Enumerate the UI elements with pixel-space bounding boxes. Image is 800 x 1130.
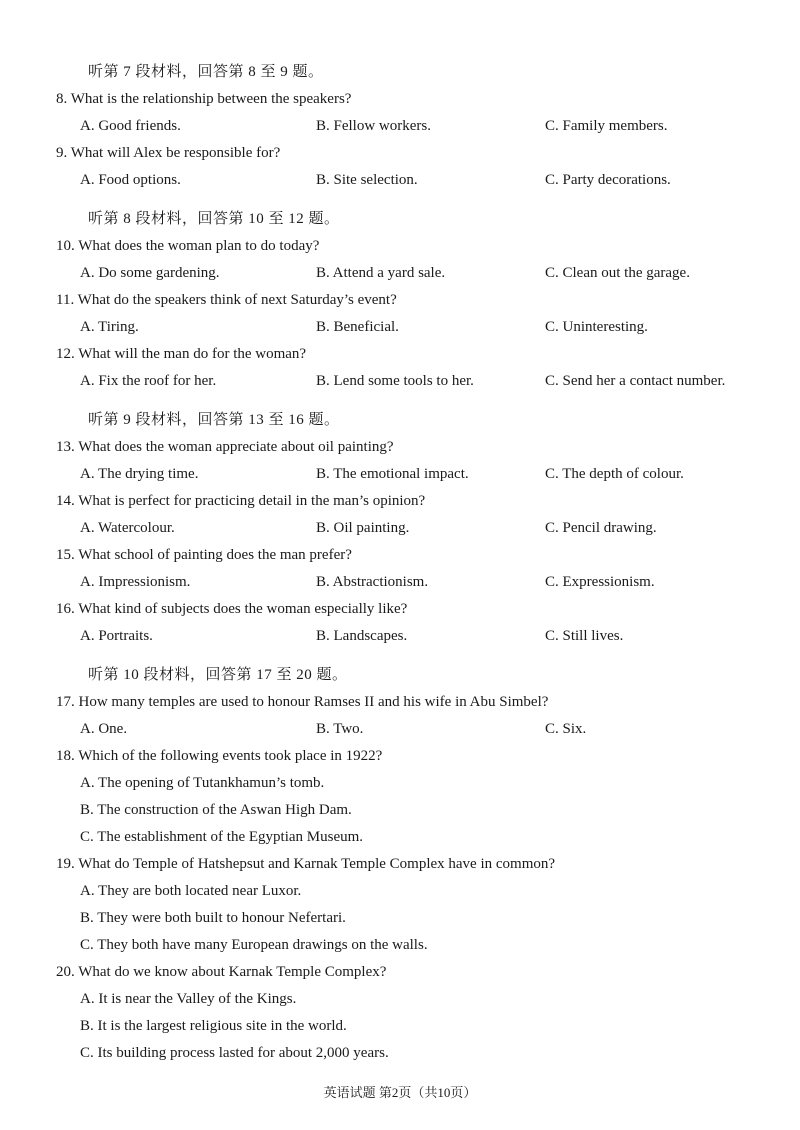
q12-option-c: C. Send her a contact number. (545, 373, 726, 389)
question-19: 19. What do Temple of Hatshepsut and Karnak Temple Complex have in common? (56, 856, 556, 872)
question-16: 16. What kind of subjects does the woman especially like? (56, 601, 408, 617)
q20-option-c: C. Its building process lasted for about 2,000 years. (80, 1045, 389, 1061)
q11-option-a: A. Tiring. (80, 319, 139, 335)
q12-option-b: B. Lend some tools to her. (316, 373, 474, 389)
q8-option-b: B. Fellow workers. (316, 118, 431, 134)
q17-option-b: B. Two. (316, 721, 364, 737)
question-11: 11. What do the speakers think of next Saturday’s event? (56, 292, 397, 308)
q17-option-a: A. One. (80, 721, 128, 737)
q15-option-c: C. Expressionism. (545, 574, 655, 590)
q10-option-a: A. Do some gardening. (80, 265, 220, 281)
q18-option-c: C. The establishment of the Egyptian Museum. (80, 829, 364, 845)
q18-option-a: A. The opening of Tutankhamun’s tomb. (80, 775, 325, 791)
question-14: 14. What is perfect for practicing detail in the man’s opinion? (56, 493, 426, 509)
q10-option-b: B. Attend a yard sale. (316, 265, 446, 281)
q14-option-a: A. Watercolour. (80, 520, 175, 536)
q9-option-c: C. Party decorations. (545, 172, 671, 188)
q16-option-c: C. Still lives. (545, 628, 624, 644)
section-heading-10: 听第 10 段材料，回答第 17 至 20 题。 (88, 667, 348, 683)
q8-option-a: A. Good friends. (80, 118, 181, 134)
question-9: 9. What will Alex be responsible for? (56, 145, 281, 161)
page-footer: 英语试题 第2页（共10页） (323, 1085, 477, 1100)
q15-option-b: B. Abstractionism. (316, 574, 429, 590)
q19-option-c: C. They both have many European drawings on the walls. (80, 937, 428, 953)
q14-option-b: B. Oil painting. (316, 520, 410, 536)
section-heading-9: 听第 9 段材料，回答第 13 至 16 题。 (88, 412, 340, 428)
q18-option-b: B. The construction of the Aswan High Dam. (80, 802, 352, 818)
q8-option-c: C. Family members. (545, 118, 668, 134)
question-8: 8. What is the relationship between the speakers? (56, 91, 352, 107)
q9-option-b: B. Site selection. (316, 172, 418, 188)
q13-option-b: B. The emotional impact. (316, 466, 469, 482)
question-10: 10. What does the woman plan to do today? (56, 238, 320, 254)
question-15: 15. What school of painting does the man prefer? (56, 547, 352, 563)
q11-option-c: C. Uninteresting. (545, 319, 648, 335)
q20-option-b: B. It is the largest religious site in the world. (80, 1018, 347, 1034)
question-12: 12. What will the man do for the woman? (56, 346, 307, 362)
question-13: 13. What does the woman appreciate about oil painting? (56, 439, 394, 455)
q16-option-b: B. Landscapes. (316, 628, 408, 644)
q13-option-c: C. The depth of colour. (545, 466, 684, 482)
q12-option-a: A. Fix the roof for her. (80, 373, 217, 389)
q19-option-a: A. They are both located near Luxor. (80, 883, 302, 899)
section-heading-7: 听第 7 段材料，回答第 8 至 9 题。 (88, 64, 324, 80)
q20-option-a: A. It is near the Valley of the Kings. (80, 991, 297, 1007)
q11-option-b: B. Beneficial. (316, 319, 399, 335)
section-heading-8: 听第 8 段材料，回答第 10 至 12 题。 (88, 211, 340, 227)
q10-option-c: C. Clean out the garage. (545, 265, 690, 281)
q13-option-a: A. The drying time. (80, 466, 199, 482)
q17-option-c: C. Six. (545, 721, 587, 737)
q9-option-a: A. Food options. (80, 172, 181, 188)
question-17: 17. How many temples are used to honour Ramses II and his wife in Abu Simbel? (56, 694, 549, 710)
question-18: 18. Which of the following events took place in 1922? (56, 748, 383, 764)
q16-option-a: A. Portraits. (80, 628, 153, 644)
question-20: 20. What do we know about Karnak Temple Complex? (56, 964, 387, 980)
q19-option-b: B. They were both built to honour Nefertari. (80, 910, 346, 926)
q14-option-c: C. Pencil drawing. (545, 520, 657, 536)
q15-option-a: A. Impressionism. (80, 574, 191, 590)
